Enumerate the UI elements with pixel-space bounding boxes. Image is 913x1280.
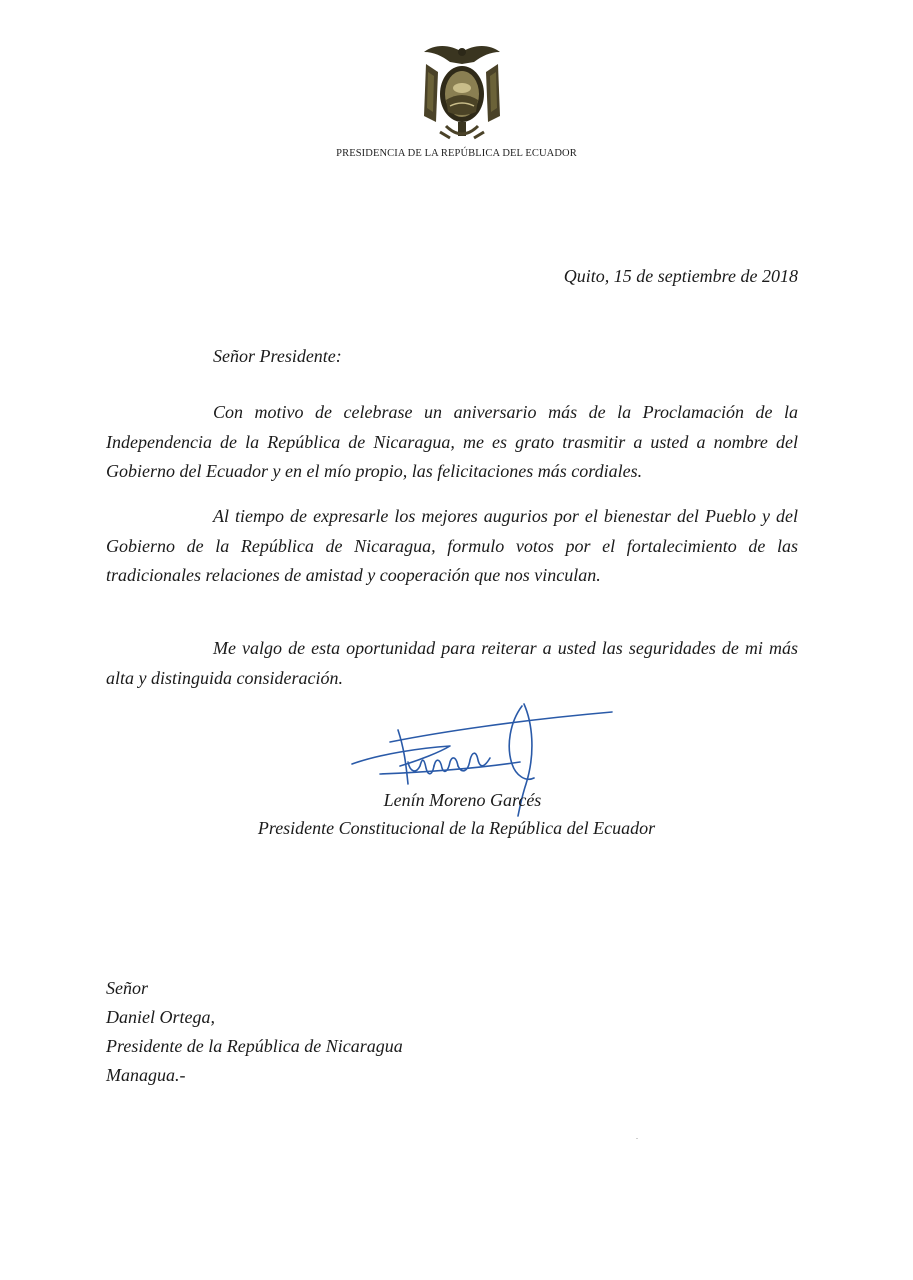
letter-paragraph: Con motivo de celebrase un aniversario más de la Proclamación de la Independencia de la República de Nicaragua, me es grato trasmitir a usted a nombre del Gobierno del Ecuador y en el mío propio, las felicitaciones más cordiales. xyxy=(106,402,798,481)
salutation: Señor Presidente: xyxy=(213,346,342,366)
recipient-city: Managua.- xyxy=(106,1065,186,1085)
letter-paragraph: Me valgo de esta oportunidad para reiterar a usted las seguridades de mi más alta y distinguida consideración. xyxy=(106,638,798,688)
recipient-honorific: Señor xyxy=(106,978,148,998)
coat-of-arms-icon xyxy=(420,42,504,146)
recipient-name: Daniel Ortega, xyxy=(106,1007,215,1027)
letter-paragraph: Al tiempo de expresarle los mejores augurios por el bienestar del Pueblo y del Gobierno de la República de Nicaragua, formulo votos por el fortalecimiento de las tradicionales relaciones de amistad y cooperación que nos vinculan. xyxy=(106,506,798,585)
recipient-title: Presidente de la República de Nicaragua xyxy=(106,1036,403,1056)
signatory-title: Presidente Constitucional de la República del Ecuador xyxy=(257,818,656,838)
signatory-name xyxy=(0,790,913,811)
scan-speck xyxy=(636,1138,638,1139)
organization-name: PRESIDENCIA DE LA REPÚBLICA DEL ECUADOR xyxy=(336,148,577,159)
place-date: Quito, 15 de septiembre de 2018 xyxy=(563,266,798,286)
recipient-block xyxy=(106,974,403,1090)
signatory-name-text: Lenín Moreno Garcés xyxy=(383,790,542,810)
